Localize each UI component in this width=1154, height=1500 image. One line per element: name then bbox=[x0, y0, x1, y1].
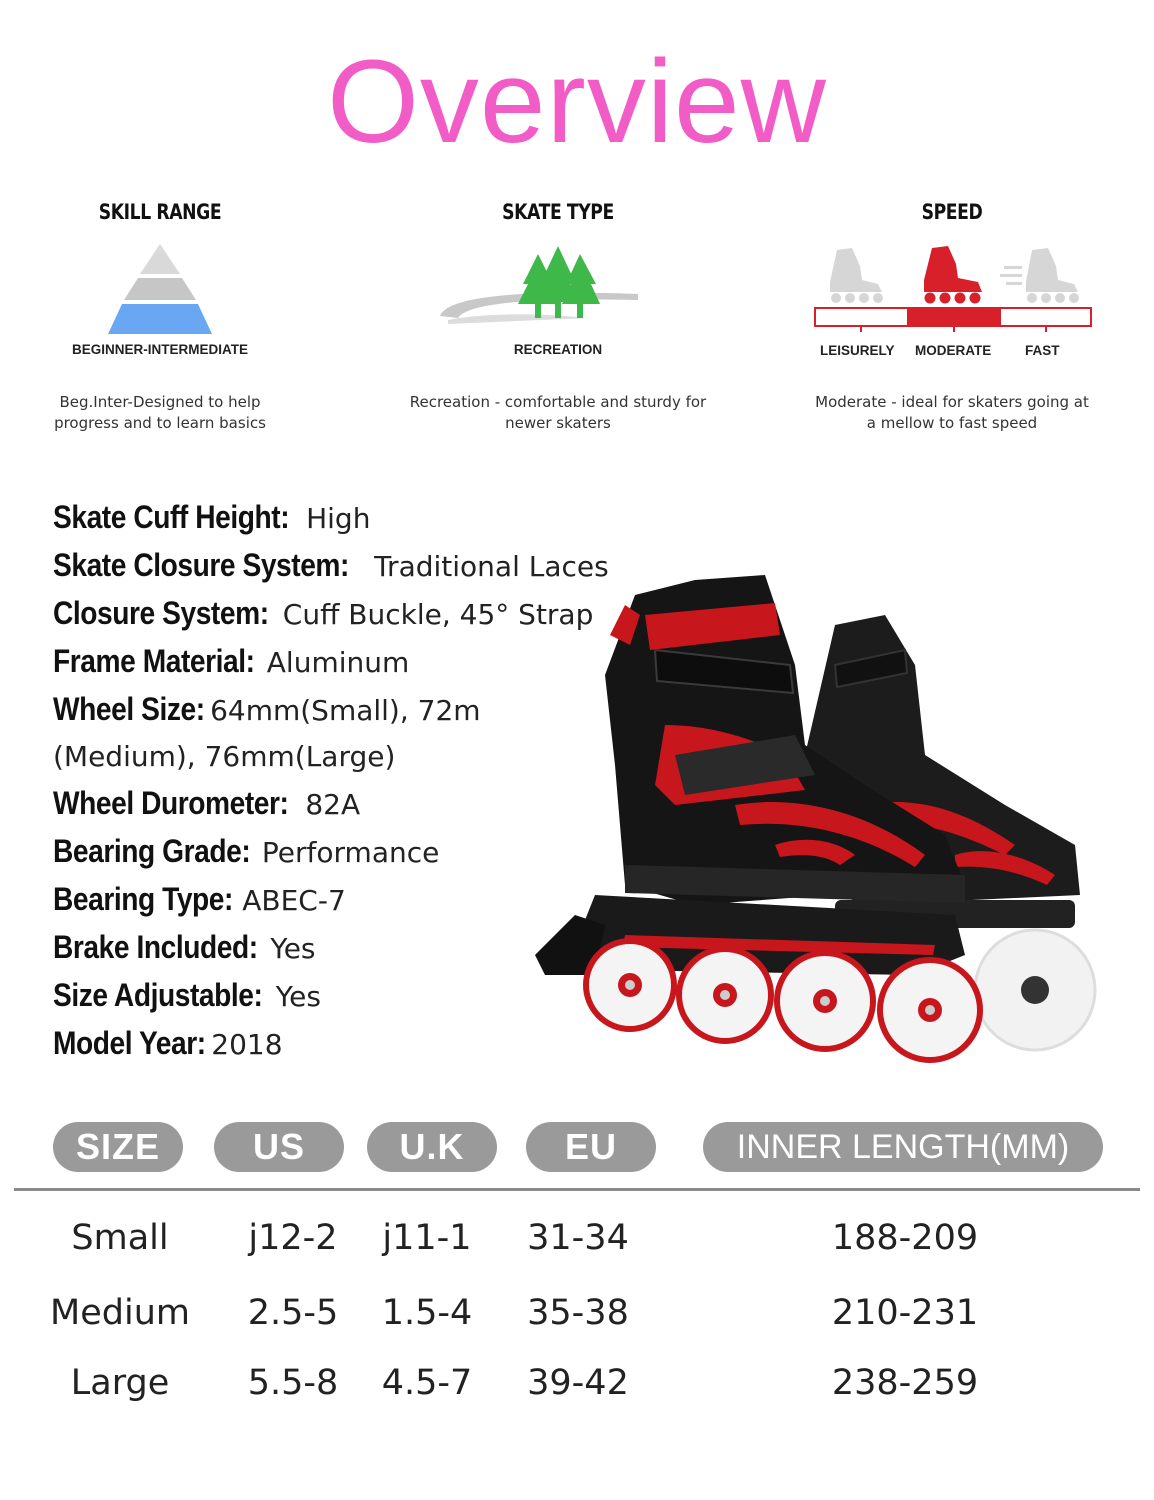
skill-desc-line2: progress and to learn basics bbox=[54, 414, 266, 432]
spec-value: Yes bbox=[270, 932, 316, 965]
spec-label: Bearing Type: bbox=[53, 881, 233, 917]
cell-uk: j11-1 bbox=[382, 1218, 472, 1258]
spec-label: Wheel Size: bbox=[53, 691, 205, 727]
spec-label: Frame Material: bbox=[53, 643, 255, 679]
spec-value: Yes bbox=[275, 980, 321, 1013]
front-skate bbox=[535, 575, 980, 1060]
spec-value: Aluminum bbox=[266, 646, 410, 679]
header-eu: EU bbox=[526, 1122, 656, 1172]
skill-level-label: BEGINNER-INTERMEDIATE bbox=[71, 342, 248, 357]
spec-cuff-height bbox=[53, 494, 673, 542]
speed-label-fast: FAST bbox=[1025, 343, 1060, 358]
header-inner-length: INNER LENGTH(MM) bbox=[703, 1122, 1103, 1172]
cell-eu: 31-34 bbox=[527, 1218, 629, 1258]
cell-us: j12-2 bbox=[248, 1218, 338, 1258]
cell-size: Medium bbox=[50, 1293, 190, 1333]
spec-label: Brake Included: bbox=[53, 929, 258, 965]
recreation-trees-icon bbox=[388, 236, 728, 336]
spec-label: Skate Cuff Height: bbox=[53, 499, 290, 535]
inline-skates-image bbox=[535, 555, 1115, 1085]
spec-value: High bbox=[306, 502, 371, 535]
page-title: Overview bbox=[327, 36, 827, 168]
cell-size: Small bbox=[71, 1218, 169, 1258]
spec-value: ABEC-7 bbox=[242, 884, 346, 917]
skate-type-desc-line1: Recreation - comfortable and sturdy for bbox=[409, 393, 707, 411]
cell-us: 5.5-8 bbox=[247, 1363, 339, 1403]
skate-type-description bbox=[388, 392, 728, 434]
spec-label: Model Year: bbox=[53, 1025, 206, 1061]
skill-range-section bbox=[0, 200, 330, 434]
spec-label: Size Adjustable: bbox=[53, 977, 263, 1013]
skate-type-heading: SKATE TYPE bbox=[502, 200, 614, 224]
spec-label: Skate Closure System: bbox=[53, 547, 349, 583]
spec-value: Cuff Buckle, 45° Strap bbox=[282, 598, 594, 631]
skate-type-section bbox=[388, 200, 728, 434]
header-size: SIZE bbox=[53, 1122, 183, 1172]
speed-description bbox=[782, 392, 1122, 434]
skill-desc-line1: Beg.Inter-Designed to help bbox=[59, 393, 261, 411]
speed-desc-line1: Moderate - ideal for skaters going at bbox=[815, 393, 1089, 411]
speed-heading: SPEED bbox=[921, 200, 983, 224]
spec-value: Traditional Laces bbox=[374, 550, 609, 583]
spec-value: Performance bbox=[261, 836, 440, 869]
speed-desc-line2: a mellow to fast speed bbox=[866, 414, 1038, 432]
spec-label: Wheel Durometer: bbox=[53, 785, 289, 821]
cell-eu: 35-38 bbox=[527, 1293, 629, 1333]
cell-inner-length: 210-231 bbox=[831, 1293, 979, 1333]
cell-uk: 4.5-7 bbox=[381, 1363, 473, 1403]
spec-value: 82A bbox=[305, 788, 361, 821]
skill-description bbox=[0, 392, 330, 434]
cell-us: 2.5-5 bbox=[247, 1293, 339, 1333]
cell-eu: 39-42 bbox=[527, 1363, 629, 1403]
cell-uk: 1.5-4 bbox=[381, 1293, 473, 1333]
skate-type-label: RECREATION bbox=[513, 342, 603, 357]
cell-size: Large bbox=[70, 1363, 170, 1403]
speed-section bbox=[782, 200, 1122, 434]
table-row bbox=[0, 1293, 1154, 1343]
cell-inner-length: 238-259 bbox=[831, 1363, 979, 1403]
speed-meter-icon bbox=[782, 236, 1122, 336]
spec-value-line2: (Medium), 76mm(Large) bbox=[53, 740, 396, 773]
cell-inner-length: 188-209 bbox=[831, 1218, 979, 1258]
table-divider bbox=[14, 1188, 1140, 1191]
header-us: US bbox=[214, 1122, 344, 1172]
speed-label-leisurely: LEISURELY bbox=[820, 343, 895, 358]
skate-type-desc-line2: newer skaters bbox=[505, 414, 611, 432]
skill-range-heading: SKILL RANGE bbox=[98, 200, 222, 224]
skill-pyramid-icon bbox=[0, 236, 330, 336]
table-row bbox=[0, 1363, 1154, 1413]
speed-labels bbox=[812, 343, 1102, 361]
header-uk: U.K bbox=[367, 1122, 497, 1172]
spec-label: Closure System: bbox=[53, 595, 269, 631]
spec-value: 2018 bbox=[211, 1028, 283, 1061]
table-row bbox=[0, 1218, 1154, 1268]
size-table-header bbox=[0, 1122, 1154, 1178]
speed-label-moderate: MODERATE bbox=[915, 343, 992, 358]
spec-label: Bearing Grade: bbox=[53, 833, 251, 869]
spec-value: 64mm(Small), 72m bbox=[210, 694, 481, 727]
